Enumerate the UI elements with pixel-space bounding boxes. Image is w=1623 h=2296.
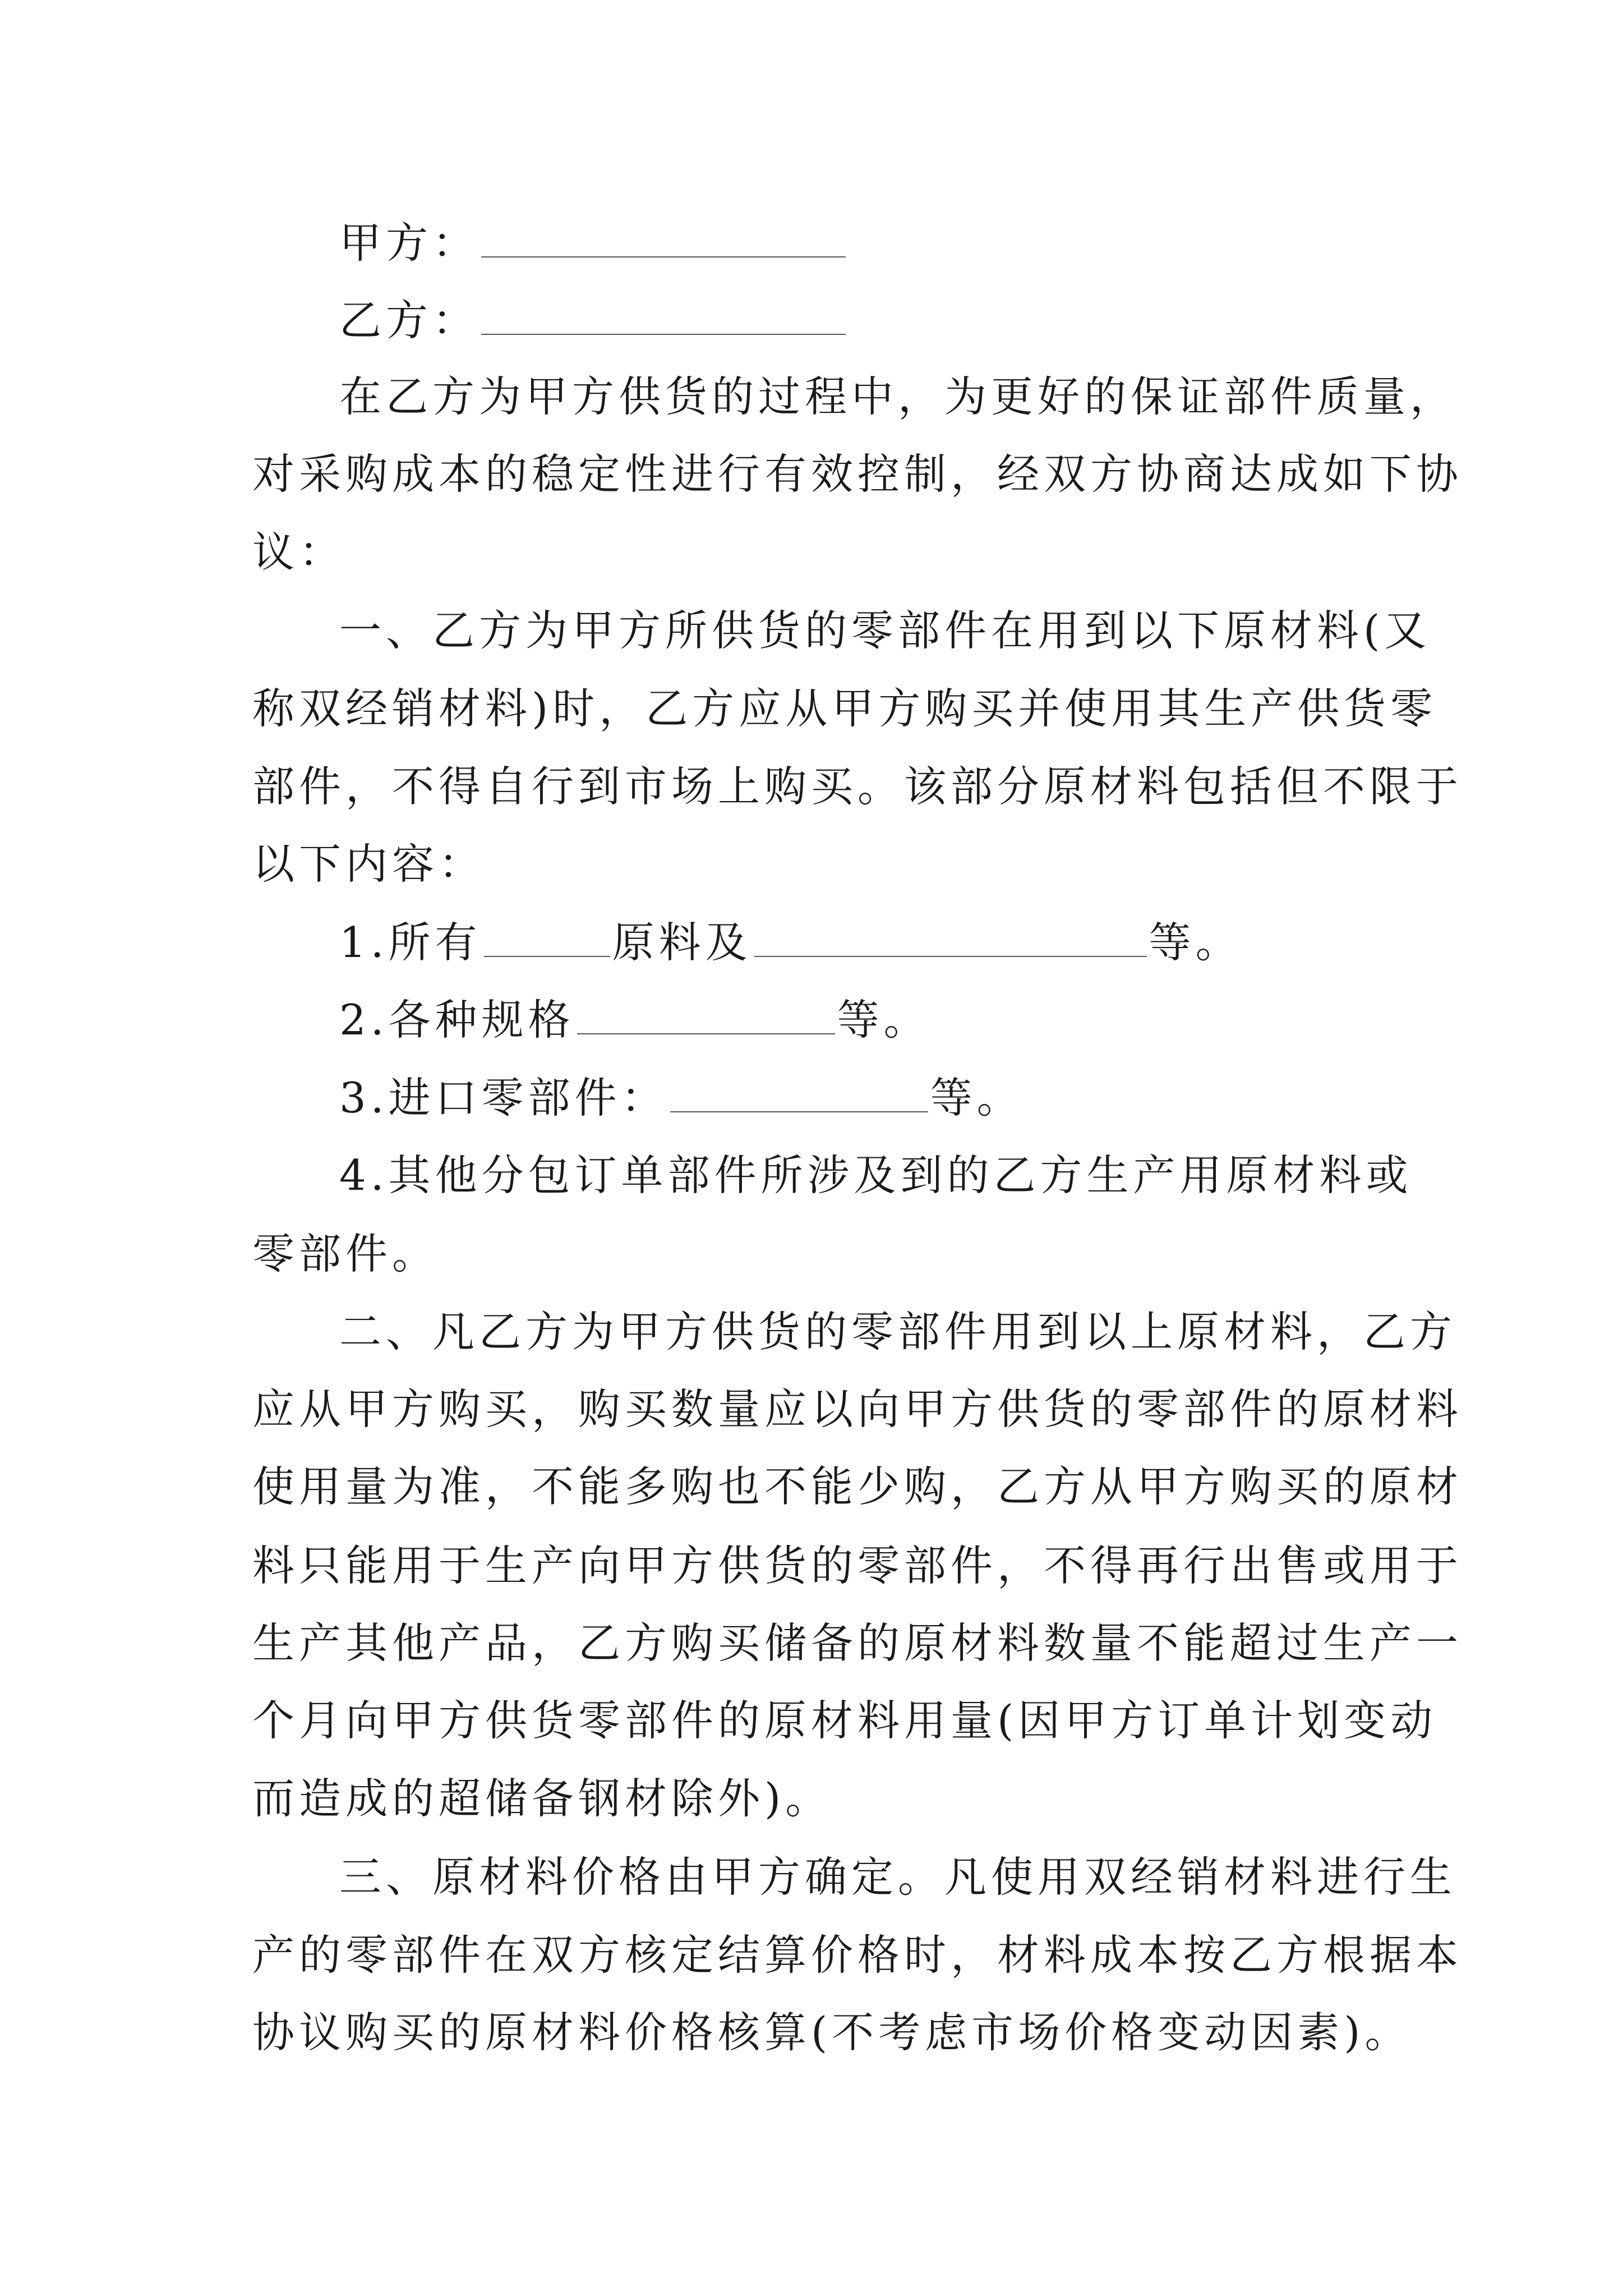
preamble-line-3: 议： xyxy=(252,527,346,577)
clause1-line-2: 称双经销材料)时，乙方应从甲方购买并使用其生产供货零 xyxy=(252,684,1437,733)
item1-suffix: 等。 xyxy=(1149,918,1242,967)
clause2-line-7: 而造成的超储备钢材除外)。 xyxy=(252,1774,832,1823)
item4-line-1: 4.其他分包订单部件所涉及到的乙方生产用原材料或 xyxy=(339,1151,1413,1200)
clause3-line-2: 产的零部件在双方核定结算价格时，材料成本按乙方根据本 xyxy=(252,1930,1463,1980)
clause3-line-3: 协议购买的原材料价格核算(不考虑市场价格变动因素)。 xyxy=(252,2008,1412,2057)
party-b-blank[interactable] xyxy=(481,299,846,335)
clause3-line-1: 三、原材料价格由甲方确定。凡使用双经销材料进行生 xyxy=(339,1852,1457,1902)
item4-line-2: 零部件。 xyxy=(252,1229,439,1278)
item3-suffix: 等。 xyxy=(930,1073,1023,1122)
item1-line xyxy=(339,914,1242,970)
party-a-label: 甲方： xyxy=(339,218,479,268)
clause1-line-1: 一、乙方为甲方所供货的零部件在用到以下原材料(又 xyxy=(339,606,1431,655)
item1-blank-2[interactable] xyxy=(754,921,1147,957)
clause2-line-1: 二、凡乙方为甲方供货的零部件用到以上原材料，乙方 xyxy=(339,1307,1457,1356)
item1-prefix: 1.所有 xyxy=(339,918,482,967)
clause1-line-3: 部件，不得自行到市场上购买。该部分原材料包括但不限于 xyxy=(252,762,1463,811)
item3-prefix: 3.进口零部件： xyxy=(339,1073,668,1122)
clause2-line-5: 生产其他产品，乙方购买储备的原材料数量不能超过生产一 xyxy=(252,1618,1463,1668)
clause1-line-4: 以下内容： xyxy=(252,839,486,889)
clause2-line-4: 料只能用于生产向甲方供货的零部件，不得再行出售或用于 xyxy=(252,1541,1463,1590)
item1-blank-1[interactable] xyxy=(484,921,610,957)
party-b-line xyxy=(339,292,848,348)
party-a-line xyxy=(339,215,848,271)
preamble-line-1: 在乙方为甲方供货的过程中，为更好的保证部件质量， xyxy=(339,372,1457,421)
clause2-line-2: 应从甲方购买，购买数量应以向甲方供货的零部件的原材料 xyxy=(252,1384,1463,1434)
item3-line xyxy=(339,1070,1023,1126)
party-b-label: 乙方： xyxy=(339,296,479,345)
item2-prefix: 2.各种规格 xyxy=(339,995,575,1045)
item2-suffix: 等。 xyxy=(837,995,930,1045)
preamble-line-2: 对采购成本的稳定性进行有效控制，经双方协商达成如下协 xyxy=(252,449,1463,499)
item2-line xyxy=(339,992,930,1048)
item1-middle: 原料及 xyxy=(612,918,752,967)
party-a-blank[interactable] xyxy=(481,222,846,257)
item3-blank[interactable] xyxy=(670,1076,928,1112)
clause2-line-3: 使用量为准，不能多购也不能少购，乙方从甲方购买的原材 xyxy=(252,1462,1463,1511)
clause2-line-6: 个月向甲方供货零部件的原材料用量(因甲方订单计划变动 xyxy=(252,1696,1437,1745)
item2-blank[interactable] xyxy=(577,999,835,1034)
